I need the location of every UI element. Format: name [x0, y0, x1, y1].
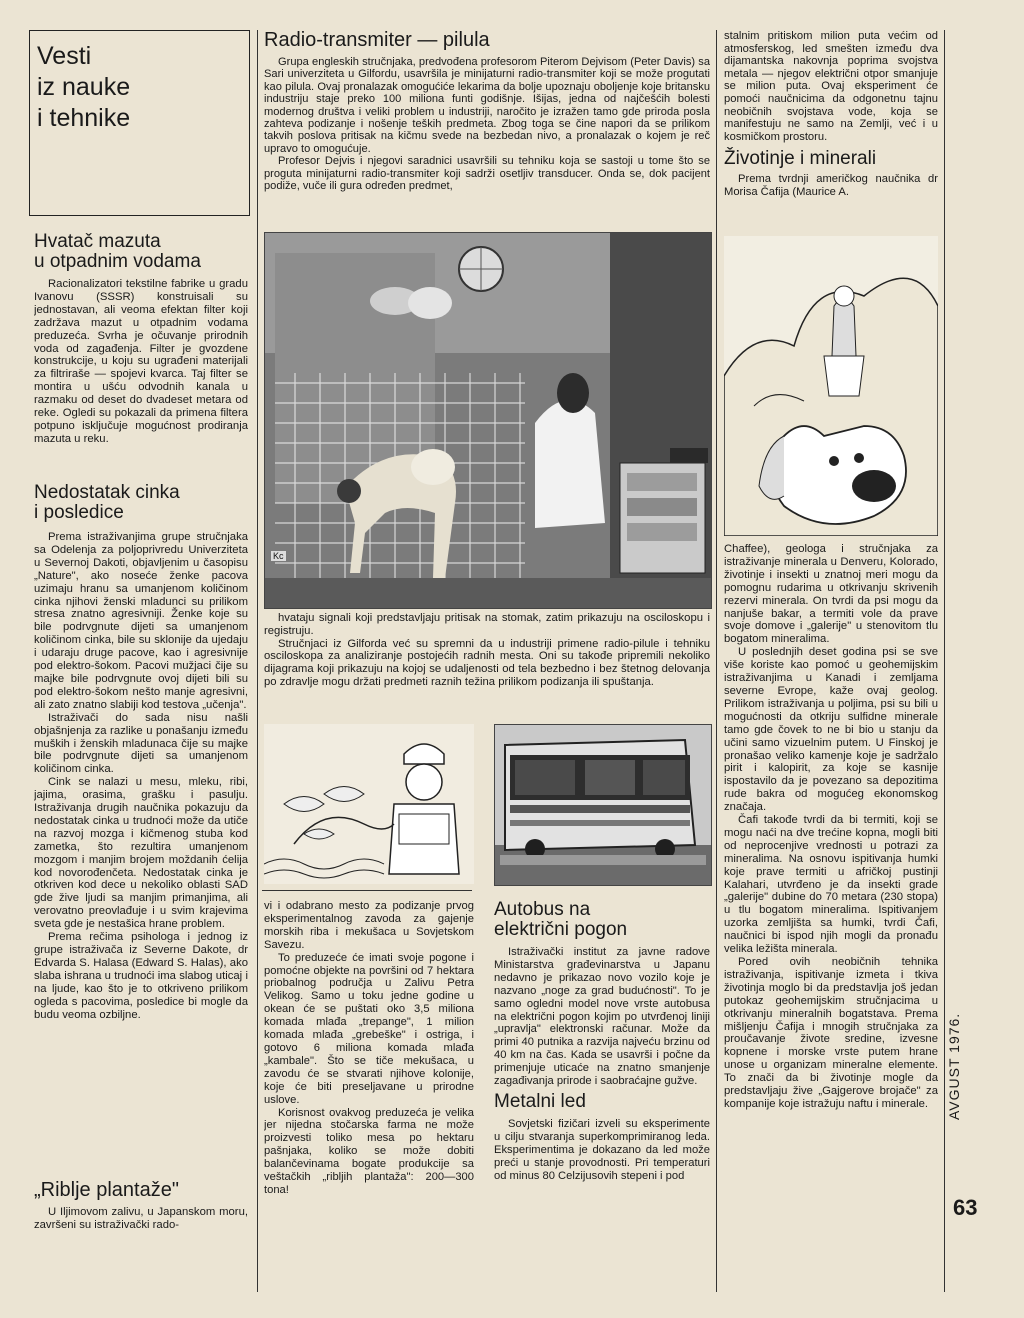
body-riblje-c3: Korisnost ovakvog preduzeća je velika jer nijedna stočarska farma ne može proizvesti toliko mesa po hektaru pašnjaka, koliko se može dobiti balančevinama bogate produkcije sa veštačkih „ribljih plantaža": 200—300 tona! — [264, 1106, 474, 1196]
headline-minerali: Životinje i minerali — [724, 148, 877, 170]
body-cink-p4: Prema rečima psihologa i jednog iz grupe istraživača iz Severne Dakote, dr Edvarda S. Halasa (Edward S. Halas), ako slaba ishrana u trudnoći ima slabog uticaj i na ljude, kao što je to otkriveno prilikom ogleda s pacovima, posledice bi mogle da budu veoma ozbiljne. — [34, 931, 248, 1021]
article-riblje-cont — [264, 900, 474, 1295]
body-minerali-p4: Pored ovih neobičnih tehnika istraživanja, ispitivanje izmeta i tkiva životinja moglo bi da predstavlja još jedan putokaz geohemijskim stručnjacima u otkrivanju mineralnih bogatstava. Prema mišljenju Čafija i mnogih stručnjaka za proučavanje živote sredine, izvesne kopnene i morske vrste putem hrane unose u organizam mineralne elemente. To znači da bi životinje mogle da predstavljaju žive „Gajgerove brojače" za kompanije koje istražuju naftu i minerale. — [724, 956, 938, 1110]
dog-illustration — [724, 236, 938, 536]
body-minerali-p3: Čafi takođe tvrdi da bi termiti, koji se mogu naći na dve trećine kopna, mogli biti od neprocenjive vrednosti u potrazi za mineralima. Na osnovu ispitivanja humki koje prave termiti u afričkoj pustinji Kalahari, utvrđeno je da insekti grade „galerije" dubine do 70 metara (230 stopa) u tlu bogatom mineralima. Ispitivanjem uzorka zemljišta sa humki, tvrdi Čafi, naučnici bi ispod njih mogli da pronađu velika ležišta minerala. — [724, 814, 938, 956]
masthead-title-1: Vesti — [37, 42, 92, 70]
section-rule — [262, 890, 472, 891]
article-mazut — [34, 232, 248, 477]
column-rule — [257, 30, 258, 1292]
dog-miner-drawing — [724, 236, 938, 536]
fish-illustration — [264, 724, 474, 884]
body-minerali-p1: Chaffee), geologa i stručnjaka za istraživanje minerala u Denveru, Kolorado, životinje i insekti u znatnoj meri mogu da pomognu rudarima u otkrivanju skrivenih rezervi minerala. On tvrdi da psi mogu da nanjuše bakar, a termiti vole da prave svoje domove i „galerije" u stenovitom tlu bogatom mineralima. — [724, 543, 938, 646]
headline-mazut-1: Hvatač mazuta — [34, 232, 161, 252]
body-minerali-lead: Prema tvrdnji američkog naučnika dr Morisa Čafija (Maurice A. — [724, 173, 938, 198]
body-radio-p4: Stručnjaci iz Gilforda već su spremni da u industriji primene radio-pilule i tehniku osciloskopa za analiziranje postojećih radnih mesta. Oni su takođe pripremili nekoliko dijagrama koji prikazuju na kojoj se udaljenosti od tela bezbedno i bez štetnog delovanja po zdravlje mogu držati predmeti raznih težina prilikom podizanja ili spuštanja. — [264, 637, 710, 688]
headline-cink-1: Nedostatak cinka — [34, 483, 180, 503]
body-cink-p2: Istraživači do sada nisu našli objašnjenja za razlike u ponašanju između muških i ženskih mladunaca čije su majke bile podrvgnute dijeti sa umanjenom količinom cinka. — [34, 711, 248, 776]
masthead-title-3: i tehnike — [37, 104, 131, 132]
fish-farmer-drawing — [264, 724, 474, 884]
article-autobus — [494, 900, 710, 1295]
section-masthead — [29, 30, 250, 216]
issue-date: AVGUST 1976. — [946, 1012, 962, 1120]
body-cink-p3: Cink se nalazi u mesu, mleku, ribi, jajima, orasima, grašku i pasulju. Istraživanja drugih naučnika pokazuju da nedostatak cinka u trudnoći može da utiče na razvoj mozga i kičmenog stuba kod zametka, što rezultira umanjenom mozgom i manjim brojem moždanih ćelija kod novorođenčeta. Nedostatak cinka je otkriven kod dece u nekoliko oblasti SAD gde žive ljudi sa manjim primanjima, ali verovatno preovlađuje i u svim krajevima sveta gde je nestašica hrane problem. — [34, 776, 248, 931]
issue-date-vertical — [946, 990, 976, 1120]
body-led-cont: stalnim pritiskom milion puta većim od atmosferskog, led smešten između dva dijamantska nakovnja poprima svojstva metala — njegov električni otpor smanjuje se milion puta. Ovaj eksperiment će pomoći naučnicima da odgonetnu tajnu neobičnih svojstava vode, koja se manifestuju ne samo na Zemlji, već i u kosmičkom prostoru. — [724, 30, 938, 143]
body-riblje-start: U Iljimovom zalivu, u Japanskom moru, završeni su istraživački rado- — [34, 1206, 248, 1231]
page-number: 63 — [953, 1195, 978, 1220]
article-radio-cont — [264, 612, 710, 722]
lab-photo — [264, 232, 712, 609]
article-riblje — [34, 1180, 248, 1295]
bus-photo — [494, 724, 712, 886]
headline-led: Metalni led — [494, 1090, 586, 1112]
article-minerali-top — [724, 30, 938, 230]
headline-mazut-2: u otpadnim vodama — [34, 251, 201, 272]
headline-riblje: „Riblje plantaže" — [34, 1180, 179, 1201]
article-cink — [34, 483, 248, 1178]
body-mazut: Racionalizatori tekstilne fabrike u gradu Ivanovu (SSSR) konstruisali su jednostavan, ali veoma efektan filter koji zadržava mazut u otpadnim vodama preduzeća. Svrha je očuvanje prirodnih voda od zagađenja. Filter je gvozdene konstrukcije, u koju su ugrađeni materijali za filtriraše — spojevi kvarca. Taj filter se montira u ušću odvodnih kanala u razmaku od deset do dvadeset metara od reke. Ogledi su pokazali da primena filtera potpuno isključuje mogućnost prodiranja mazuta u reku. — [34, 278, 248, 445]
headline-autobus-1: Autobus na — [494, 900, 591, 920]
headline-radio: Radio-transmiter — pilula — [264, 30, 490, 51]
body-riblje-c1: vi i odabrano mesto za podizanje prvog eksperimentalnog zavoda za gajenje morskih riba i mekušaca u Sovjetskom Savezu. — [264, 900, 474, 951]
headline-autobus-2: električni pogon — [494, 919, 628, 940]
body-radio-p1: Grupa engleskih stručnjaka, predvođena profesorom Piterom Dejvisom (Peter Davis) sa Sari univerziteta u Gilfordu, usavršila je minijaturni radio-transmiter koji se može progutati kao pilula. Ovaj pronalazak omogućiće lekarima da bolje upoznaju oboljenje koje britansku industriju staje preko 100 miliona funti godišnje. Išijas, jedna od najčešćih bolesti modernog društva i veliki problem u industriji, naročito je izražen tamo gde priroda posla zahteva podizanje i nošenje teških predmeta. Zbog toga se čine napori da se prilikom takvih poslova pritisak na kičmu svede na bezbedan nivo, a pronalazak o kojem je reč upravo to omogućuje. — [264, 56, 710, 155]
body-riblje-c2: To preduzeće će imati svoje pogone i pomoćne objekte na površini od 7 hektara priobalnog područja u Zalivu Petra Velikog. Samo u toku jedne godine u okean će se puštati oko 3,5 miliona komada mlađa „trepange", 1 milion komada mlađa „grebeške" i ostriga, i gotovo 6 miliona komada mlađa „kambale". Što se tiče mekušaca, u zavodu će se stvarati njihove kolonije, koje će biti preseljavane u prirodne uslove. — [264, 951, 474, 1106]
headline-cink-2: i posledice — [34, 502, 124, 523]
article-radio — [264, 30, 710, 226]
body-radio-p3: hvataju signali koji predstavljaju pritisak na stomak, zatim prikazuju na osciloskopu i registruju. — [264, 612, 710, 637]
electric-bus-image — [495, 725, 711, 885]
article-minerali — [724, 543, 938, 1295]
lab-tag: Kc — [273, 551, 284, 561]
column-rule — [944, 30, 945, 1292]
body-autobus: Istraživački institut za javne radove Ministarstva građevinarstva u Japanu nedavno je prikazao novo vozilo koje je nazvano „noge za grad budućnosti". To je samo ogledni model nove vrste autobusa na električni pogon kojim po utvrđenoj liniji „upravlja" elektronski računar. Može da primi 40 putnika a razvija najveću brzinu od 40 km na čas. Kada se usavrši i počne da primenjuje uticaće na znatno smanjenje zagađivanja prirode i saobraćajne gužve. — [494, 946, 710, 1088]
body-minerali-p2: U poslednjih deset godina psi se sve više koriste kao pomoć u geohemijskim istraživanjima u Kanadi i zemljama severne Evrope, kaže ovaj geolog. Prilikom istraživanja u poljima, psi su bili u mogućnosti da otkriju sulfidne minerale tamo gde čovek to ne bi bio u stanju da učini samo vizuelnim putem. U Finskoj je pronašao veliko kamenje koje je sadržalo pirit i kalopirit, za koje se kasnije ispostavilo da je povezano sa depozitima rude bakra od mogućeg ekonomskog značaja. — [724, 646, 938, 814]
body-radio-p2: Profesor Dejvis i njegovi saradnici usavršili su tehniku koja se sastoji u tome što se proguta minijaturni radio-transmiter koji sadrži osetljiv transducer. Onda se, dok pacijent podiže, vuče ili gura određen predmet, — [264, 155, 710, 193]
body-led: Sovjetski fizičari izveli su eksperimente u cilju stvaranja superkomprimiranog leda. Eksperimentima je dokazano da led može preći u stanje provodnosti. Pri temperaturi od minus 80 Celzijusovih stepeni i pod — [494, 1117, 710, 1182]
body-cink-p1: Prema istraživanjima grupe stručnjaka sa Odelenja za poljoprivredu Univerziteta u Severnoj Dakoti, objavljenim u časopisu „Nature", ako noseće ženke pacova uzimaju hranu sa umanjenom količinom cinka njihovi ženski mladunci su prilikom stresa znatno agresivniji. Ženke koje su bile podrvgnute dijeti sa umanjenom količinom cinka, bile su sklonije da ujedaju i udaraju druge pacove, kao i agresivnije pod elektro-šokom. Pacovi mužjaci čije su majke bile podrvgnute ovoj dijeti bili su pod elektro-šokom nešto manje agresivni, ali zato znatno slabiji kod testova „učenja". — [34, 531, 248, 711]
column-rule — [716, 30, 717, 1292]
masthead-title-2: iz nauke — [37, 73, 131, 101]
lab-scene-image — [265, 233, 711, 608]
